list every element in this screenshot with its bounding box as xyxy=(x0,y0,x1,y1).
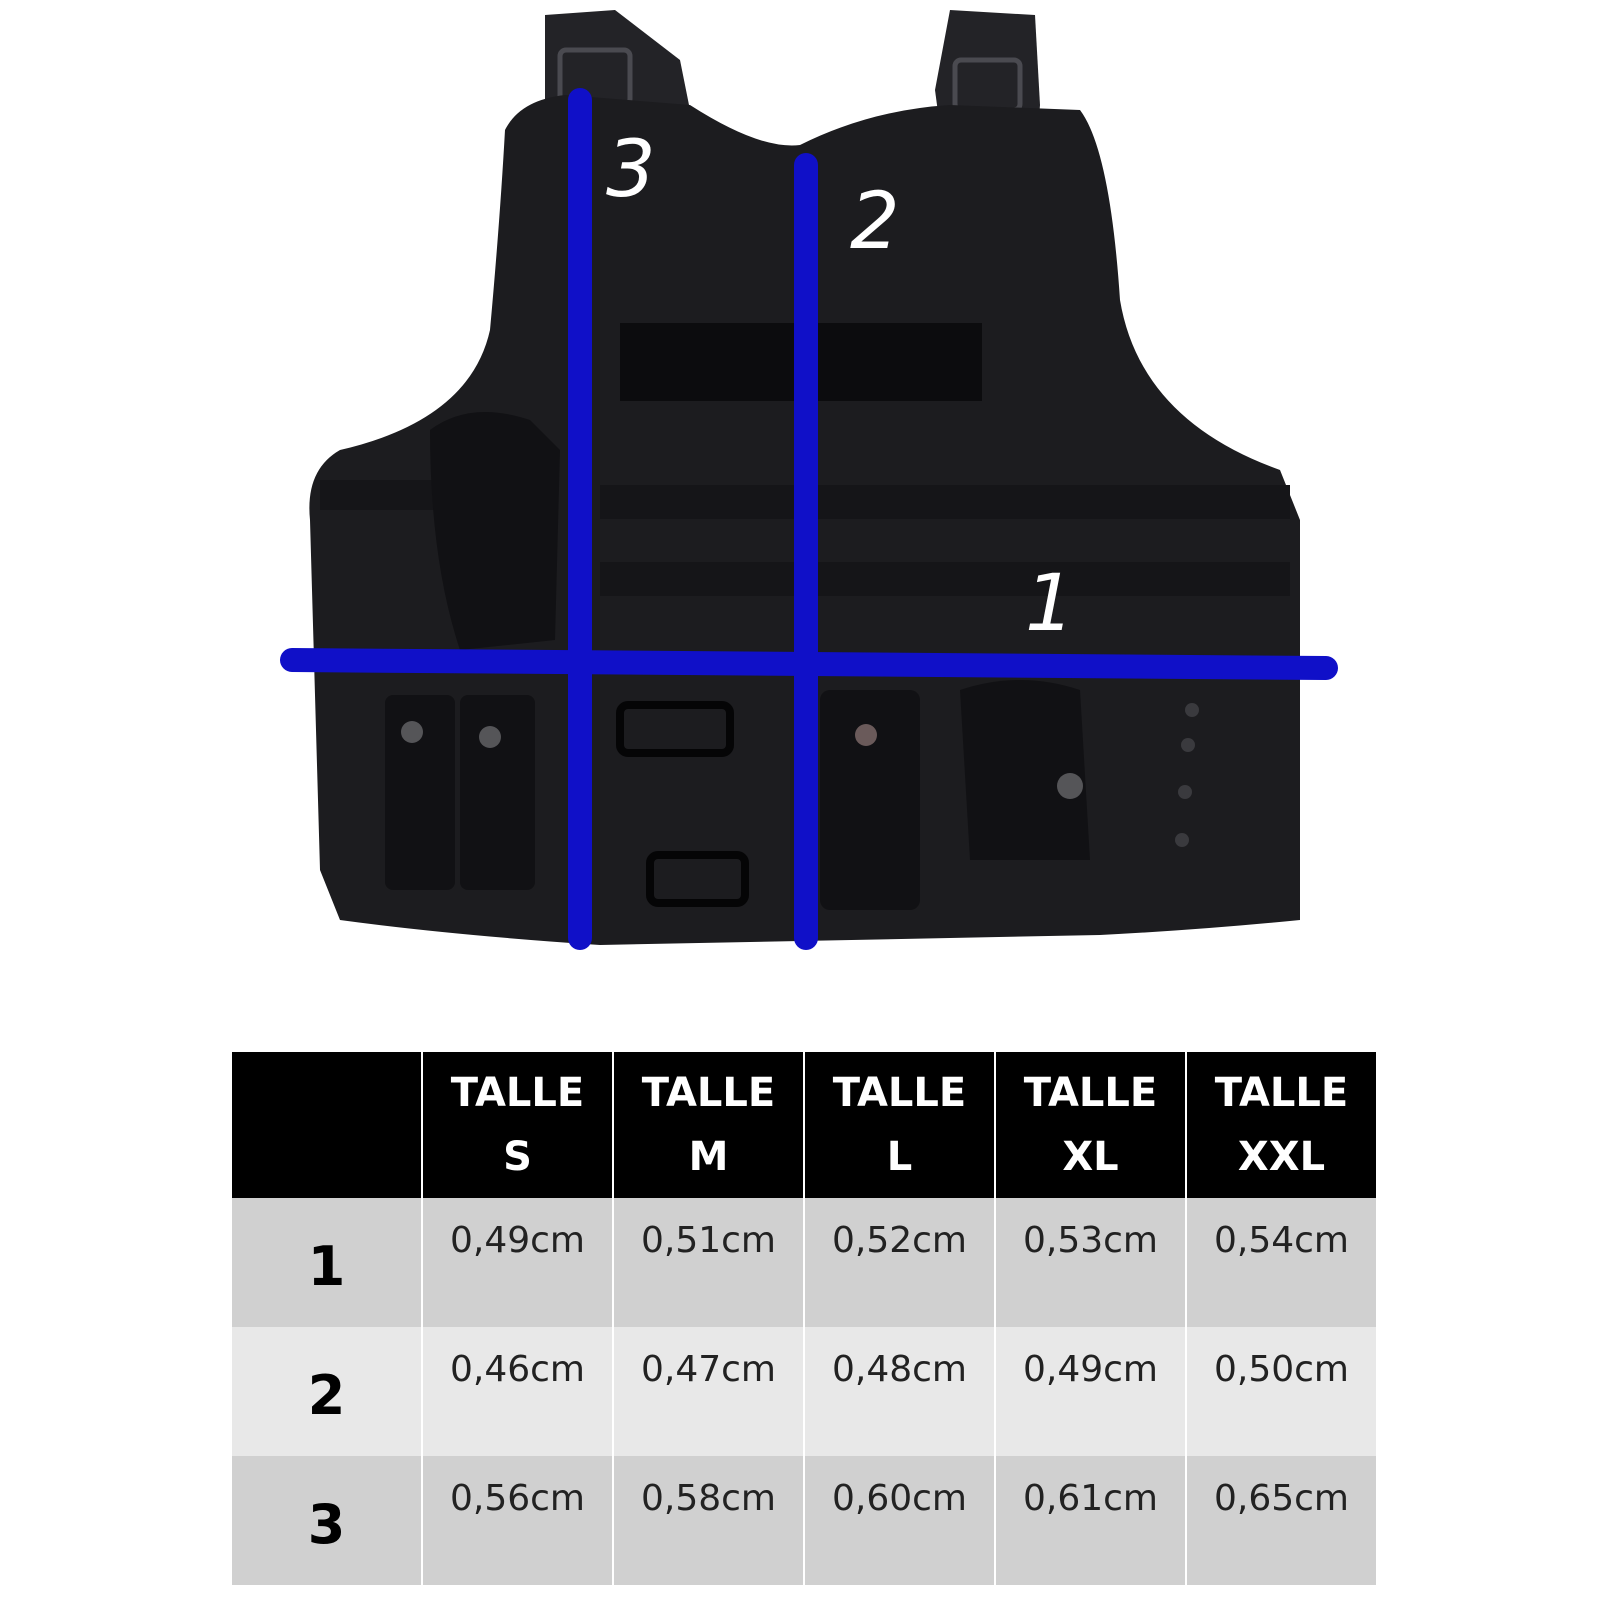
table-cell: 0,48cm xyxy=(804,1327,995,1456)
table-cell: 0,49cm xyxy=(422,1198,613,1327)
holster-snap xyxy=(855,724,877,746)
measure-label-1: 1 xyxy=(1025,559,1075,649)
left-shoulder-strap xyxy=(545,10,690,110)
pouch-snap-2 xyxy=(479,726,501,748)
magazine-pouch-left xyxy=(385,695,455,890)
table-cell: 0,61cm xyxy=(995,1456,1186,1585)
measure-label-2: 2 xyxy=(850,177,900,267)
table-cell: 0,54cm xyxy=(1186,1198,1376,1327)
table-header-row xyxy=(232,1052,1376,1198)
grommet-3 xyxy=(1178,785,1192,799)
table-row xyxy=(232,1327,1376,1456)
size-table xyxy=(232,1052,1376,1585)
table-cell: 0,46cm xyxy=(422,1327,613,1456)
magazine-pouch-right xyxy=(460,695,535,890)
row-label: 2 xyxy=(232,1327,422,1456)
table-cell: 0,65cm xyxy=(1186,1456,1376,1585)
header-corner xyxy=(232,1052,422,1198)
table-row xyxy=(232,1456,1376,1585)
table-cell: 0,51cm xyxy=(613,1198,804,1327)
table-cell: 0,53cm xyxy=(995,1198,1186,1327)
header-size-xl: TALLE XL xyxy=(995,1052,1186,1198)
measure-label-3: 3 xyxy=(606,125,656,215)
utility-snap xyxy=(1057,773,1083,799)
row-label: 3 xyxy=(232,1456,422,1585)
table-cell: 0,56cm xyxy=(422,1456,613,1585)
table-cell: 0,58cm xyxy=(613,1456,804,1585)
table-cell: 0,60cm xyxy=(804,1456,995,1585)
table-cell: 0,47cm xyxy=(613,1327,804,1456)
molle-row-1 xyxy=(600,485,1290,519)
holster xyxy=(820,690,920,910)
pouch-snap-1 xyxy=(401,721,423,743)
table-cell: 0,49cm xyxy=(995,1327,1186,1456)
grommet-1 xyxy=(1185,703,1199,717)
header-size-s: TALLE S xyxy=(422,1052,613,1198)
header-size-l: TALLE L xyxy=(804,1052,995,1198)
measure-line-1 xyxy=(292,660,1326,668)
header-size-xxl: TALLE XXL xyxy=(1186,1052,1376,1198)
row-label: 1 xyxy=(232,1198,422,1327)
utility-pouch xyxy=(960,680,1090,860)
molle-row-2 xyxy=(600,562,1290,596)
table-cell: 0,52cm xyxy=(804,1198,995,1327)
header-size-m: TALLE M xyxy=(613,1052,804,1198)
grommet-4 xyxy=(1175,833,1189,847)
grommet-2 xyxy=(1181,738,1195,752)
table-cell: 0,50cm xyxy=(1186,1327,1376,1456)
table-row xyxy=(232,1198,1376,1327)
